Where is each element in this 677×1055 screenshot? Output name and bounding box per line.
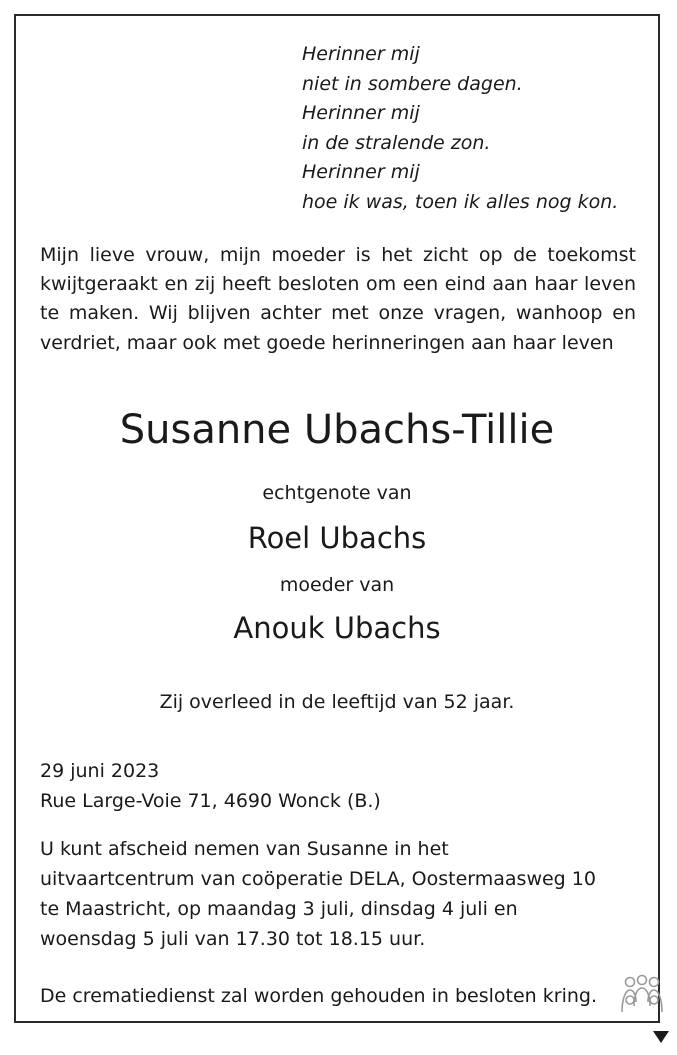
cremation-note: De crematiedienst zal worden gehouden in besloten kring. bbox=[40, 985, 597, 1007]
intro-text: Mijn lieve vrouw, mijn moeder is het zicht op de toekomst kwijtgeraakt en zij heeft besloten om een eind aan haar leven te maken. Wij blijven achter met onze vragen, wanhoop en verdriet, maar ook met goede herinneringen aan haar leven bbox=[40, 244, 636, 354]
triangle-down-icon[interactable] bbox=[652, 1030, 670, 1044]
relation-name: Anouk Ubachs bbox=[233, 611, 441, 645]
visitation-info bbox=[40, 834, 596, 954]
address: Rue Large-Voie 71, 4690 Wonck (B.) bbox=[40, 790, 381, 812]
age-line: Zij overleed in de leeftijd van 52 jaar. bbox=[159, 691, 515, 713]
poem-line: niet in sombere dagen. bbox=[302, 72, 523, 95]
family-logo-icon bbox=[616, 972, 668, 1034]
poem bbox=[302, 40, 618, 217]
poem-line: Herinner mij bbox=[302, 102, 420, 124]
visitation-line: uitvaartcentrum van coöperatie DELA, Oostermaasweg 10 bbox=[40, 868, 596, 890]
visitation-line: U kunt afscheid nemen van Susanne in het bbox=[40, 838, 449, 860]
poem-line: Herinner mij bbox=[302, 161, 420, 183]
relation-label: moeder van bbox=[279, 574, 395, 596]
poem-line: hoe ik was, toen ik alles nog kon. bbox=[302, 190, 619, 213]
relation-label: echtgenote van bbox=[262, 482, 412, 504]
relation-name: Roel Ubachs bbox=[247, 521, 427, 555]
poem-line: in de stralende zon. bbox=[302, 131, 491, 154]
visitation-line: te Maastricht, op maandag 3 juli, dinsdag 4 juli en bbox=[40, 898, 518, 920]
visitation-line: woensdag 5 juli van 17.30 tot 18.15 uur. bbox=[40, 928, 426, 950]
date-of-death: 29 juni 2023 bbox=[40, 760, 160, 782]
poem-line: Herinner mij bbox=[302, 43, 420, 65]
deceased-name: Susanne Ubachs-Tillie bbox=[119, 407, 555, 453]
